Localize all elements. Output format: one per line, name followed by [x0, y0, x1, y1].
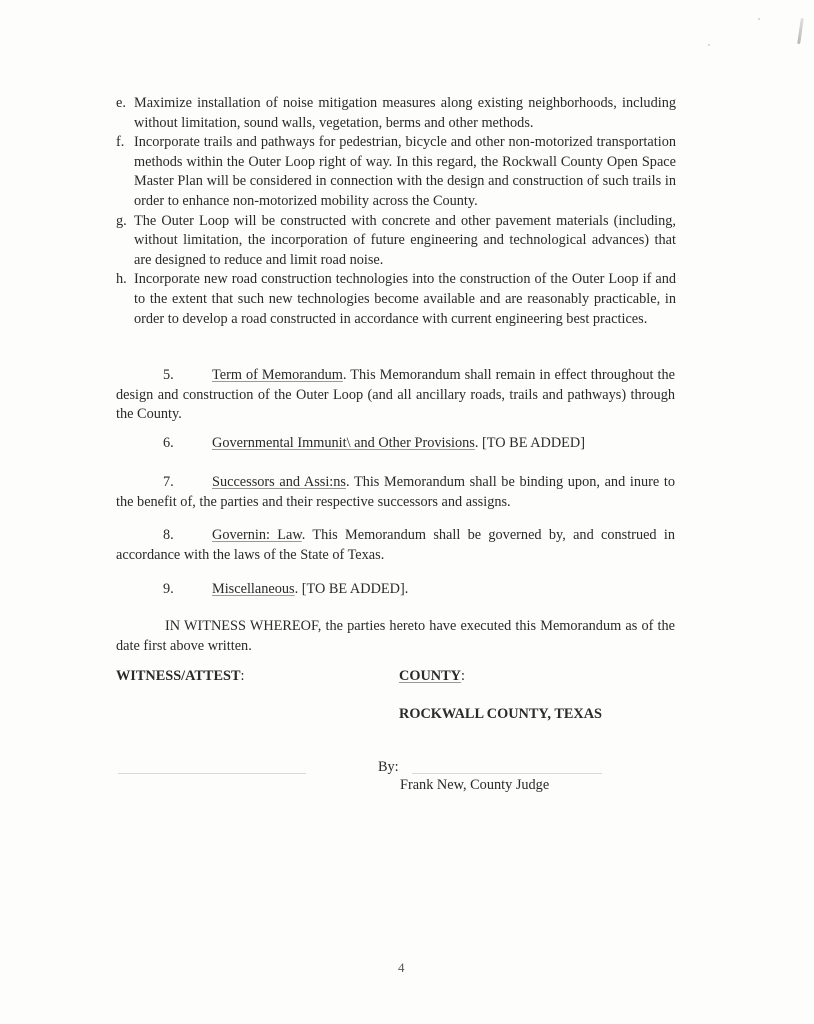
- section-text: . This Memorandum shall remain in effect throughout the design and construction of the Outer Loop (and all ancillary roads, trails and pathways) through the County.: [116, 367, 675, 423]
- requirements-list: [116, 94, 676, 329]
- list-item-text: Incorporate trails and pathways for pedestrian, bicycle and other non-motorized transportation methods within the Outer Loop right of way. In this regard, the Rockwall County Open Space Master Plan will be considered in connection with the design and construction of such trails in order to enhance non-motorized mobility across the County.: [134, 134, 676, 209]
- list-item: [116, 270, 676, 329]
- witness-clause: IN WITNESS WHEREOF, the parties hereto have executed this Memorandum as of the date first above written.: [116, 618, 675, 654]
- section-5: [116, 366, 675, 425]
- list-item-label: h.: [116, 271, 127, 288]
- list-item-text: Incorporate new road construction technologies into the construction of the Outer Loop if and to the extent that such new technologies become available and are reasonably practicable, in order to develop a road constructed in accordance with current engineering best practices.: [134, 271, 676, 327]
- list-item-text: The Outer Loop will be constructed with concrete and other pavement materials (including, without limitation, the incorporation of future engineering and technological advances) that are designed to reduce and limit road noise.: [134, 212, 676, 268]
- section-number: 5.: [163, 367, 174, 383]
- scan-artifact: [797, 18, 804, 44]
- county-colon: :: [460, 668, 465, 684]
- witness-attest-label: [116, 668, 244, 685]
- page-number: 4: [398, 960, 405, 975]
- county-label-text: COUNTY: [399, 668, 461, 684]
- witness-label-text: WITNESS/ATTEST: [116, 668, 241, 684]
- witness-signature-line: [118, 773, 306, 774]
- section-text: . [TO BE ADDED]: [474, 435, 586, 451]
- county-label: [399, 668, 465, 685]
- signer-name: Frank New, County Judge: [400, 777, 550, 793]
- scan-speck: [758, 18, 760, 20]
- section-heading: Governin: Law: [212, 527, 302, 543]
- section-text: . This Memorandum shall be governed by, and construed in accordance with the laws of the State of Texas.: [116, 527, 675, 563]
- scan-speck: [708, 44, 710, 46]
- witness-colon: :: [240, 668, 245, 684]
- section-number: 7.: [163, 474, 174, 490]
- section-9: [116, 580, 675, 600]
- section-7: [116, 473, 675, 512]
- section-number: 9.: [163, 581, 174, 597]
- section-text: . This Memorandum shall be binding upon, and inure to the benefit of, the parties and their respective successors and assigns.: [116, 474, 676, 510]
- list-item: [116, 212, 676, 271]
- list-item-label: g.: [116, 212, 127, 229]
- list-item-text: Maximize installation of noise mitigation measures along existing neighborhoods, including without limitation, sound walls, vegetation, berms and other methods.: [134, 95, 676, 131]
- by-label: By:: [378, 759, 399, 775]
- list-item-label: e.: [116, 95, 126, 111]
- section-text: . [TO BE ADDED].: [294, 581, 409, 597]
- county-name: ROCKWALL COUNTY, TEXAS: [399, 706, 602, 722]
- list-item: [116, 133, 676, 211]
- list-item: [116, 94, 676, 133]
- section-8: [116, 526, 675, 565]
- list-item-label: f.: [116, 134, 125, 151]
- county-signature-line: [412, 773, 602, 774]
- section-6: [116, 434, 675, 454]
- section-number: 6.: [163, 435, 174, 451]
- section-heading: Term of Memorandum: [212, 367, 343, 383]
- section-heading: Successors and Assi:ns: [212, 474, 346, 490]
- section-heading: Governmental Immunit\ and Other Provisions: [212, 435, 475, 451]
- section-heading: Miscellaneous: [212, 581, 295, 597]
- section-number: 8.: [163, 527, 174, 543]
